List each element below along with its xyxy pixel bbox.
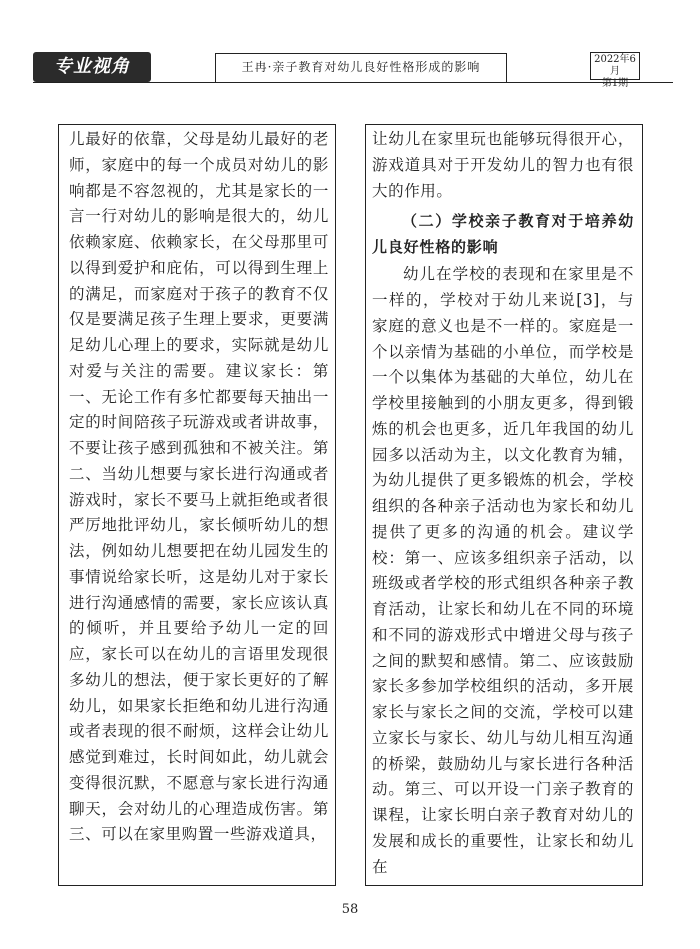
right-column — [365, 124, 643, 886]
right-paragraph-2: 幼儿在学校的表现和在家里是不一样的，学校对于幼儿来说[3]，与家庭的意义也是不一样的。家庭是一个以亲情为基础的小单位，而学校是一个以集体为基础的大单位，幼儿在学校里接触到的小朋友更多，得到锻炼的机会也更多，近几年我国的幼儿园多以活动为主，以文化教育为辅，为幼儿提供了更多锻炼的机会，学校组织的各种亲子活动也为家长和幼儿提供了更多的沟通的机会。建议学校：第一、应该多组织亲子活动，以班级或者学校的形式组织各种亲子教育活动，让家长和幼儿在不同的环境和不同的游戏形式中增进父母与孩子之间的默契和感情。第二、应该鼓励家长多参加学校组织的活动，多开展家长与家长之间的交流，学校可以建立家长与家长、幼儿与幼儿相互沟通的桥梁，鼓励幼儿与家长进行各种活动。第三、可以开设一门亲子教育的课程，让家长明白亲子教育对幼儿的发展和成长的重要性，让家长和幼儿在 — [372, 265, 634, 876]
page-number: 58 — [341, 902, 359, 917]
issue-year: 2022年6月 — [594, 54, 636, 77]
header-rule — [33, 82, 673, 83]
right-paragraph-1: 让幼儿在家里玩也能够玩得很开心，游戏道具对于开发幼儿的智力也有很大的作用。 — [372, 130, 634, 200]
section-subheading: （二）学校亲子教育对于培养幼儿良好性格的影响 — [372, 212, 634, 257]
section-logo: 专业视角 — [33, 52, 151, 82]
issue-info — [590, 52, 640, 89]
issue-number: 第1期 — [601, 78, 629, 89]
running-header-title: 王冉·亲子教育对幼儿良好性格形成的影响 — [215, 53, 507, 83]
left-column-text: 儿最好的依靠，父母是幼儿最好的老师，家庭中的每一个成员对幼儿的影响都是不容忽视的，尤其是家长的一言一行对幼儿的影响是很大的，幼儿依赖家庭、依赖家长，在父母那里可以得到爱护和庇佑，可以得到生理上的满足，而家庭对于孩子的教育不仅仅是要满足孩子生理上要求，更要满足幼儿心理上的要求，实际就是幼儿对爱与关注的需要。建议家长：第一、无论工作有多忙都要每天抽出一定的时间陪孩子玩游戏或者讲故事，不要让孩子感到孤独和不被关注。第二、当幼儿想要与家长进行沟通或者游戏时，家长不要马上就拒绝或者很严厉地批评幼儿，家长倾听幼儿的想法，例如幼儿想要把在幼儿园发生的事情说给家长听，这是幼儿对于家长进行沟通感情的需要，家长应该认真的倾听，并且要给予幼儿一定的回应，家长可以在幼儿的言语里发现很多幼儿的想法，便于家长更好的了解幼儿，如果家长拒绝和幼儿进行沟通或者表现的很不耐烦，这样会让幼儿感觉到难过，长时间如此，幼儿就会变得很沉默，不愿意与家长进行沟通聊天，会对幼儿的心理造成伤害。第三、可以在家里购置一些游戏道具， — [69, 130, 329, 844]
left-column — [58, 124, 336, 886]
